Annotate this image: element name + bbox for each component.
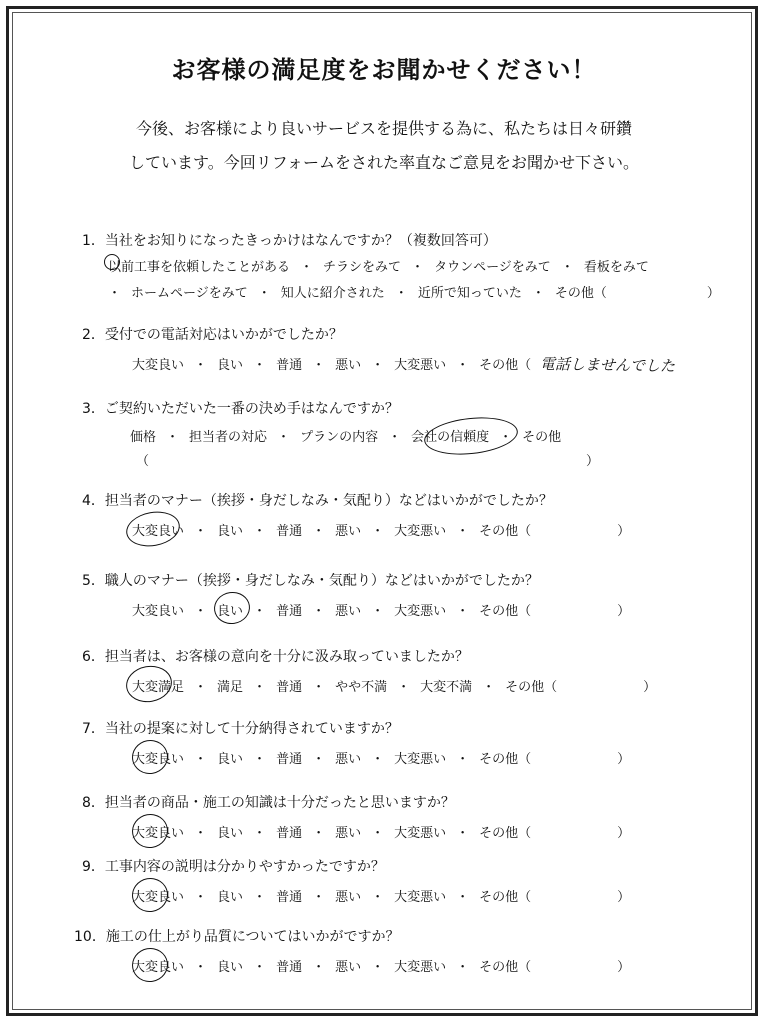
separator: ・ — [499, 430, 513, 445]
paren-close: ） — [643, 680, 657, 695]
survey-title: お客様の満足度をお聞かせください！ — [171, 56, 597, 84]
separator: ・ — [194, 524, 208, 539]
option[interactable]: 大変悪い — [394, 960, 447, 975]
separator: ・ — [312, 752, 326, 767]
separator: ・ — [371, 890, 385, 905]
separator: ・ — [456, 358, 470, 373]
separator: ・ — [194, 752, 208, 767]
separator: ・ — [371, 358, 385, 373]
option[interactable]: 悪い — [335, 524, 362, 539]
option[interactable]: 良い — [217, 752, 244, 767]
separator: ・ — [560, 260, 574, 275]
question-1-options-row-2 — [108, 282, 720, 301]
question-6-options — [132, 676, 656, 695]
separator: ・ — [394, 286, 408, 301]
option[interactable]: 看板をみて — [583, 260, 649, 275]
option[interactable]: 担当者の対応 — [189, 430, 268, 445]
separator: ・ — [194, 826, 208, 841]
option[interactable]: チラシをみて — [323, 260, 402, 275]
option[interactable]: 大変悪い — [394, 826, 447, 841]
separator: ・ — [194, 680, 208, 695]
paren-close: ） — [617, 826, 631, 841]
option[interactable]: 普通 — [276, 752, 303, 767]
option[interactable]: 大変良い — [132, 826, 185, 841]
separator: ・ — [194, 358, 208, 373]
separator: ・ — [108, 286, 122, 301]
paren-close: ） — [617, 524, 631, 539]
option[interactable]: 大変悪い — [394, 524, 447, 539]
option[interactable]: その他 — [522, 430, 562, 445]
paren-close: ） — [617, 960, 631, 975]
question-4-label: 4．担当者のマナー（挨拶・身だしなみ・気配り）などはいかがでしたか？ — [82, 493, 553, 509]
question-9-options — [132, 886, 630, 905]
option[interactable]: 大変不満 — [420, 680, 473, 695]
question-8-options — [132, 822, 630, 841]
separator: ・ — [371, 826, 385, 841]
option[interactable]: その他（ — [479, 890, 532, 905]
option[interactable]: 大変悪い — [394, 358, 447, 373]
option[interactable]: 大変悪い — [394, 752, 447, 767]
option[interactable]: 悪い — [335, 604, 362, 619]
question-5-options — [132, 600, 630, 619]
separator: ・ — [312, 358, 326, 373]
question-7-label: 7．当社の提案に対して十分納得されていますか？ — [82, 721, 399, 737]
option[interactable]: 満足 — [217, 680, 244, 695]
option[interactable]: その他（ — [479, 524, 532, 539]
question-9-label: 9．工事内容の説明は分かりやすかったですか？ — [82, 859, 385, 875]
option[interactable]: その他（ — [479, 826, 532, 841]
separator: ・ — [194, 960, 208, 975]
option[interactable]: 悪い — [335, 960, 362, 975]
option[interactable]: 普通 — [276, 680, 303, 695]
option[interactable]: 大変良い — [132, 604, 185, 619]
option[interactable]: 知人に紹介された — [280, 286, 385, 301]
separator: ・ — [194, 890, 208, 905]
option[interactable]: 大変満足 — [132, 680, 185, 695]
separator: ・ — [253, 524, 267, 539]
question-2-label: 2．受付での電話対応はいかがでしたか？ — [82, 327, 343, 343]
paren-close: ） — [617, 890, 631, 905]
separator: ・ — [456, 752, 470, 767]
option[interactable]: 会社の信頼度 — [411, 430, 490, 445]
option[interactable]: 大変悪い — [394, 604, 447, 619]
question-10-options — [132, 956, 630, 975]
separator: ・ — [312, 524, 326, 539]
option[interactable]: 良い — [217, 604, 244, 619]
option[interactable]: 良い — [217, 358, 244, 373]
intro-line-2: しています。今回リフォームをされた率直なご意見をお聞かせ下さい。 — [129, 153, 639, 172]
option[interactable]: その他（ — [479, 752, 532, 767]
option[interactable]: その他（ — [479, 604, 532, 619]
option[interactable]: その他（ — [554, 286, 607, 301]
option[interactable]: 悪い — [335, 752, 362, 767]
option[interactable]: 価格 — [130, 430, 157, 445]
separator: ・ — [388, 430, 402, 445]
separator: ・ — [312, 960, 326, 975]
option[interactable]: 普通 — [276, 826, 303, 841]
option[interactable]: その他（ — [479, 358, 532, 373]
separator: ・ — [371, 752, 385, 767]
separator: ・ — [456, 890, 470, 905]
option[interactable]: 大変悪い — [394, 890, 447, 905]
separator: ・ — [277, 430, 291, 445]
separator: ・ — [397, 680, 411, 695]
option[interactable]: 悪い — [335, 890, 362, 905]
question-5-label: 5．職人のマナー（挨拶・身だしなみ・気配り）などはいかがでしたか？ — [82, 573, 539, 589]
question-8-label: 8．担当者の商品・施工の知識は十分だったと思いますか？ — [82, 795, 455, 811]
separator: ・ — [166, 430, 180, 445]
separator: ・ — [253, 960, 267, 975]
intro-line-1: 今後、お客様により良いサービスを提供する為に、私たちは日々研鑽 — [135, 119, 632, 138]
option[interactable]: プランの内容 — [300, 430, 379, 445]
option[interactable]: 大変良い — [132, 524, 185, 539]
option[interactable]: 普通 — [276, 358, 303, 373]
paren-open: （ — [136, 454, 150, 469]
separator: ・ — [312, 680, 326, 695]
question-6-label: 6．担当者は、お客様の意向を十分に汲み取っていましたか？ — [82, 649, 469, 665]
separator: ・ — [257, 286, 271, 301]
paren-close: ） — [617, 604, 631, 619]
separator: ・ — [312, 604, 326, 619]
separator: ・ — [253, 680, 267, 695]
separator: ・ — [456, 960, 470, 975]
separator: ・ — [411, 260, 425, 275]
question-7-options — [132, 748, 630, 767]
separator: ・ — [371, 604, 385, 619]
answer-check-mark — [104, 254, 120, 270]
option[interactable]: その他（ — [505, 680, 558, 695]
option[interactable]: 良い — [217, 960, 244, 975]
option[interactable]: 悪い — [335, 358, 362, 373]
separator: ・ — [253, 826, 267, 841]
paren-close: ） — [586, 454, 600, 469]
option[interactable]: 良い — [217, 826, 244, 841]
separator: ・ — [253, 358, 267, 373]
question-3-label: 3．ご契約いただいた一番の決め手はなんですか？ — [82, 401, 399, 417]
option[interactable]: 大変良い — [132, 752, 185, 767]
option[interactable]: やや不満 — [335, 680, 388, 695]
option[interactable]: 近所で知っていた — [417, 286, 522, 301]
option[interactable]: その他（ — [479, 960, 532, 975]
question-10-label: 10．施工の仕上がり品質についてはいかがですか？ — [74, 929, 400, 945]
separator: ・ — [312, 890, 326, 905]
option[interactable]: 大変良い — [132, 890, 185, 905]
question-4-options — [132, 520, 630, 539]
option[interactable]: タウンページをみて — [434, 260, 551, 275]
separator: ・ — [531, 286, 545, 301]
question-2-options — [132, 354, 531, 373]
question-1-options-row-1 — [108, 256, 649, 275]
option[interactable]: 良い — [217, 524, 244, 539]
question-1-label: 1．当社をお知りになったきっかけはなんですか？（複数回答可） — [82, 233, 497, 249]
option[interactable]: 普通 — [276, 524, 303, 539]
separator: ・ — [456, 604, 470, 619]
separator: ・ — [456, 524, 470, 539]
option[interactable]: 大変良い — [132, 960, 185, 975]
handwritten-note: 電話しませんでした — [539, 354, 676, 376]
paren-close: ） — [706, 286, 720, 301]
option[interactable]: 普通 — [276, 890, 303, 905]
separator: ・ — [312, 826, 326, 841]
option[interactable]: 大変良い — [132, 358, 185, 373]
separator: ・ — [371, 960, 385, 975]
option[interactable]: 普通 — [276, 604, 303, 619]
separator: ・ — [456, 826, 470, 841]
separator: ・ — [253, 752, 267, 767]
option[interactable]: 以前工事を依頼したことがある — [108, 260, 291, 275]
separator: ・ — [371, 524, 385, 539]
separator: ・ — [300, 260, 314, 275]
option[interactable]: ホームページをみて — [131, 286, 248, 301]
separator: ・ — [482, 680, 496, 695]
option[interactable]: 普通 — [276, 960, 303, 975]
option[interactable]: 良い — [217, 890, 244, 905]
separator: ・ — [253, 890, 267, 905]
separator: ・ — [253, 604, 267, 619]
paren-close: ） — [617, 752, 631, 767]
separator: ・ — [194, 604, 208, 619]
option[interactable]: 悪い — [335, 826, 362, 841]
